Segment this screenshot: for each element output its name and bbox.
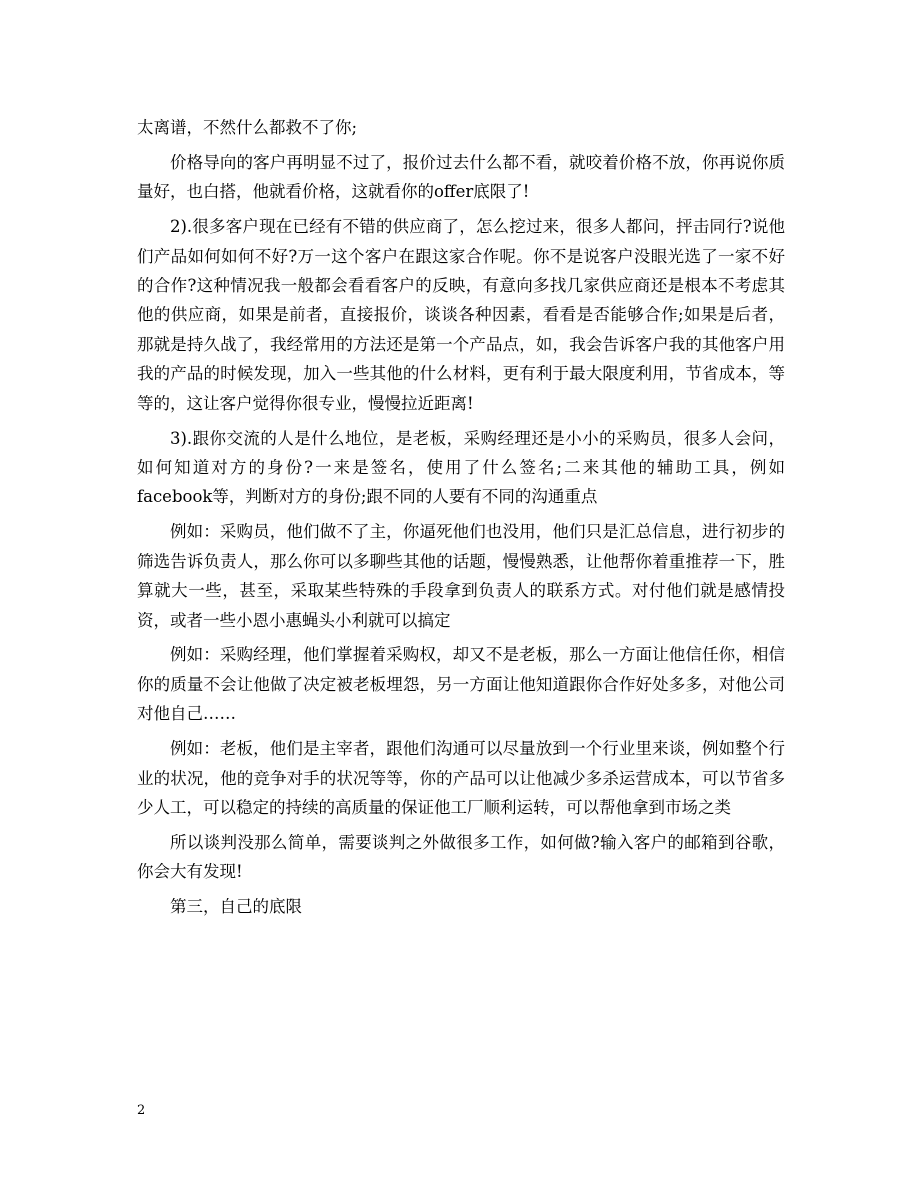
- paragraph: 价格导向的客户再明显不过了，报价过去什么都不看，就咬着价格不放，你再说你质量好，也白搭，他就看价格，这就看你的offer底限了!: [137, 152, 785, 202]
- paragraph: 太离谱，不然什么都救不了你;: [137, 118, 358, 137]
- paragraph: 3).跟你交流的人是什么地位，是老板，采购经理还是小小的采购员，很多人会问，如何知道对方的身份?一来是签名，使用了什么签名;二来其他的辅助工具，例如facebook等，判断对方的身份;跟不同的人要有不同的沟通重点: [137, 428, 785, 507]
- page-number: 2: [137, 1103, 146, 1118]
- section-heading: 第三，自己的底限: [170, 897, 302, 917]
- paragraph: 2).很多客户现在已经有不错的供应商了，怎么挖过来，很多人都问，抨击同行?说他们产品如何如何不好?万一这个客户在跟这家合作呢。你不是说客户没眼光选了一家不好的合作?这种情况我一般都会看看客户的反映，有意向多找几家供应商还是根本不考虑其他的供应商，如果是前者，直接报价，谈谈各种因素，看看是否能够合作;如果是后者，那就是持久战了，我经常用的方法还是第一个产品点，如，我会告诉客户我的其他客户用我的产品的时候发现，加入一些其他的什么材料，更有利于最大限度利用，节省成本，等等的，这让客户觉得你很专业，慢慢拉近距离!: [137, 217, 785, 413]
- paragraph: 例如：老板，他们是主宰者，跟他们沟通可以尽量放到一个行业里来谈，例如整个行业的状况，他的竞争对手的状况等等，你的产品可以让他减少多杀运营成本，可以节省多少人工，可以稳定的持续的高质量的保证他工厂顺利运转，可以帮他拿到市场之类: [137, 739, 785, 817]
- document-body: [137, 113, 785, 927]
- paragraph: 例如：采购经理，他们掌握着采购权，却又不是老板，那么一方面让他信任你，相信你的质量不会让他做了决定被老板埋怨，另一方面让他知道跟你合作好处多多，对他公司对他自己……: [137, 645, 785, 724]
- paragraph: 所以谈判没那么简单，需要谈判之外做很多工作，如何做?输入客户的邮箱到谷歌，你会大有发现!: [137, 832, 785, 882]
- paragraph: 例如：采购员，他们做不了主，你逼死他们也没用，他们只是汇总信息，进行初步的筛选告诉负责人，那么你可以多聊些其他的话题，慢慢熟悉，让他帮你着重推荐一下，胜算就大一些，甚至，采取某些特殊的手段拿到负责人的联系方式。对付他们就是感情投资，或者一些小恩小惠蝇头小利就可以搞定: [137, 522, 785, 630]
